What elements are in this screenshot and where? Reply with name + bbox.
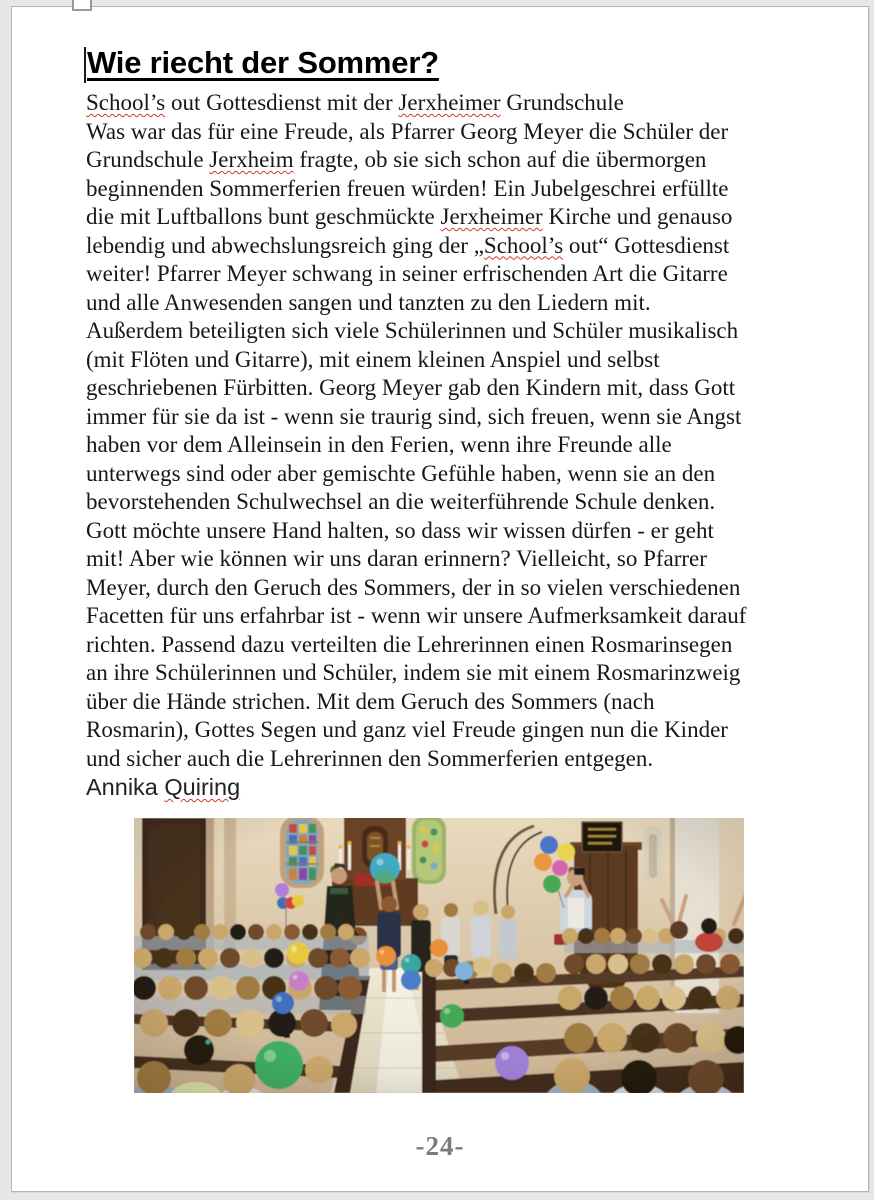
text-segment: lebendig und abwechslungsreich ging der „ [86, 232, 484, 258]
misspelled-word: Jerxheimer [440, 204, 543, 229]
church-photo[interactable] [134, 818, 744, 1093]
text-segment: haben vor dem Alleinsein in den Ferien, wenn ihre Freunde alle [86, 432, 672, 457]
text-line-body[interactable] [86, 403, 861, 432]
text-segment: Außerdem beteiligten sich viele Schülerinnen und Schüler musikalisch [86, 318, 739, 343]
text-segment: Gott möchte unsere Hand halten, so dass wir wissen dürfen - er geht [86, 517, 714, 543]
text-line-body[interactable] [86, 346, 861, 375]
text-segment: die mit Luftballons bunt geschmückte [86, 204, 441, 229]
text-segment: Was war das für eine Freude, als Pfarrer Georg Meyer die Schüler der [86, 118, 729, 144]
misspelled-word: School’s [86, 90, 166, 115]
text-segment: Grundschule [500, 90, 624, 115]
object-anchor-icon[interactable] [72, 0, 92, 11]
text-segment: weiter! Pfarrer Meyer schwang in seiner erfrischenden Art die Gitarre [86, 261, 728, 286]
text-segment: richten. Passend dazu verteilten die Lehrerinnen einen Rosmarinsegen [86, 631, 733, 657]
text-segment: geschriebenen Fürbitten. Georg Meyer gab den Kindern mit, dass Gott [86, 375, 736, 400]
text-segment: (mit Flöten und Gitarre), mit einem kleinen Anspiel und selbst [86, 346, 660, 372]
text-segment: bevorstehenden Schulwechsel an die weiterführende Schule denken. [86, 489, 716, 514]
text-line-body[interactable] [86, 517, 861, 546]
text-segment: Rosmarin), Gottes Segen und ganz viel Freude gingen nun die Kinder [86, 717, 728, 742]
text-line-body[interactable] [86, 175, 861, 204]
text-line-body[interactable] [86, 317, 861, 346]
text-segment: Grundschule [86, 147, 210, 172]
text-line-body[interactable] [86, 631, 861, 660]
text-segment: und sicher auch die Lehrerinnen den Sommerferien entgegen. [86, 745, 654, 771]
text-line-body[interactable] [86, 716, 861, 745]
text-line-body[interactable] [86, 232, 861, 261]
text-segment: Annika [86, 774, 165, 800]
church-photo-illustration [134, 818, 744, 1093]
text-line-body[interactable] [86, 118, 861, 147]
text-segment: Meyer, durch den Geruch des Sommers, der in so vielen verschiedenen [86, 574, 741, 600]
document-page[interactable] [11, 6, 869, 1192]
text-segment: über die Hände strichen. Mit dem Geruch des Sommers (nach [86, 688, 655, 714]
text-segment: mit! Aber wie können wir uns daran erinnern? Vielleicht, so Pfarrer [86, 546, 707, 571]
misspelled-word: Quiring [164, 774, 241, 800]
misspelled-word: School’s [483, 232, 564, 258]
text-segment: fragte, ob sie sich schon auf die übermorgen [293, 147, 707, 172]
text-line-body[interactable] [86, 545, 861, 574]
text-line-subtitle[interactable] [86, 89, 861, 118]
text-cursor [84, 47, 86, 83]
misspelled-word: Jerxheimer [398, 90, 501, 115]
page-number[interactable]: -24- [415, 1131, 465, 1161]
text-line-body[interactable] [86, 146, 861, 175]
text-segment: unterwegs sind oder aber gemischte Gefühle haben, wenn sie an den [86, 460, 716, 486]
text-line-body[interactable] [86, 374, 861, 403]
text-segment: Kirche und genauso [542, 204, 733, 229]
article-title[interactable]: Wie riecht der Sommer? [87, 45, 439, 80]
text-segment: immer für sie da ist - wenn sie traurig sind, sich freuen, wenn sie Angst [86, 403, 742, 429]
text-line-body[interactable] [86, 745, 861, 774]
misspelled-word: Jerxheim [209, 147, 294, 172]
text-line-body[interactable] [86, 488, 861, 517]
text-segment: und alle Anwesenden sangen und tanzten zu den Liedern mit. [86, 289, 651, 315]
text-segment: an ihre Schülerinnen und Schüler, indem sie mit einem Rosmarinzweig [86, 660, 741, 685]
text-line-body[interactable] [86, 431, 861, 460]
text-segment: out Gottesdienst mit der [165, 90, 399, 115]
text-line-body[interactable] [86, 659, 861, 688]
text-line-body[interactable] [86, 289, 861, 318]
text-line-body[interactable] [86, 574, 861, 603]
text-line-body[interactable] [86, 460, 861, 489]
text-segment: Facetten für uns erfahrbar ist - wenn wir unsere Aufmerksamkeit darauf [86, 603, 747, 628]
text-segment: beginnenden Sommerferien freuen würden! Ein Jubelgeschrei erfüllte [86, 175, 729, 201]
text-line-body[interactable] [86, 203, 861, 232]
text-line-body[interactable] [86, 260, 861, 289]
text-segment: out“ Gottesdienst [563, 232, 730, 258]
text-line-body[interactable] [86, 602, 861, 631]
article-lines[interactable] [86, 89, 861, 802]
text-line-signature[interactable] [86, 773, 861, 802]
text-line-body[interactable] [86, 688, 861, 717]
